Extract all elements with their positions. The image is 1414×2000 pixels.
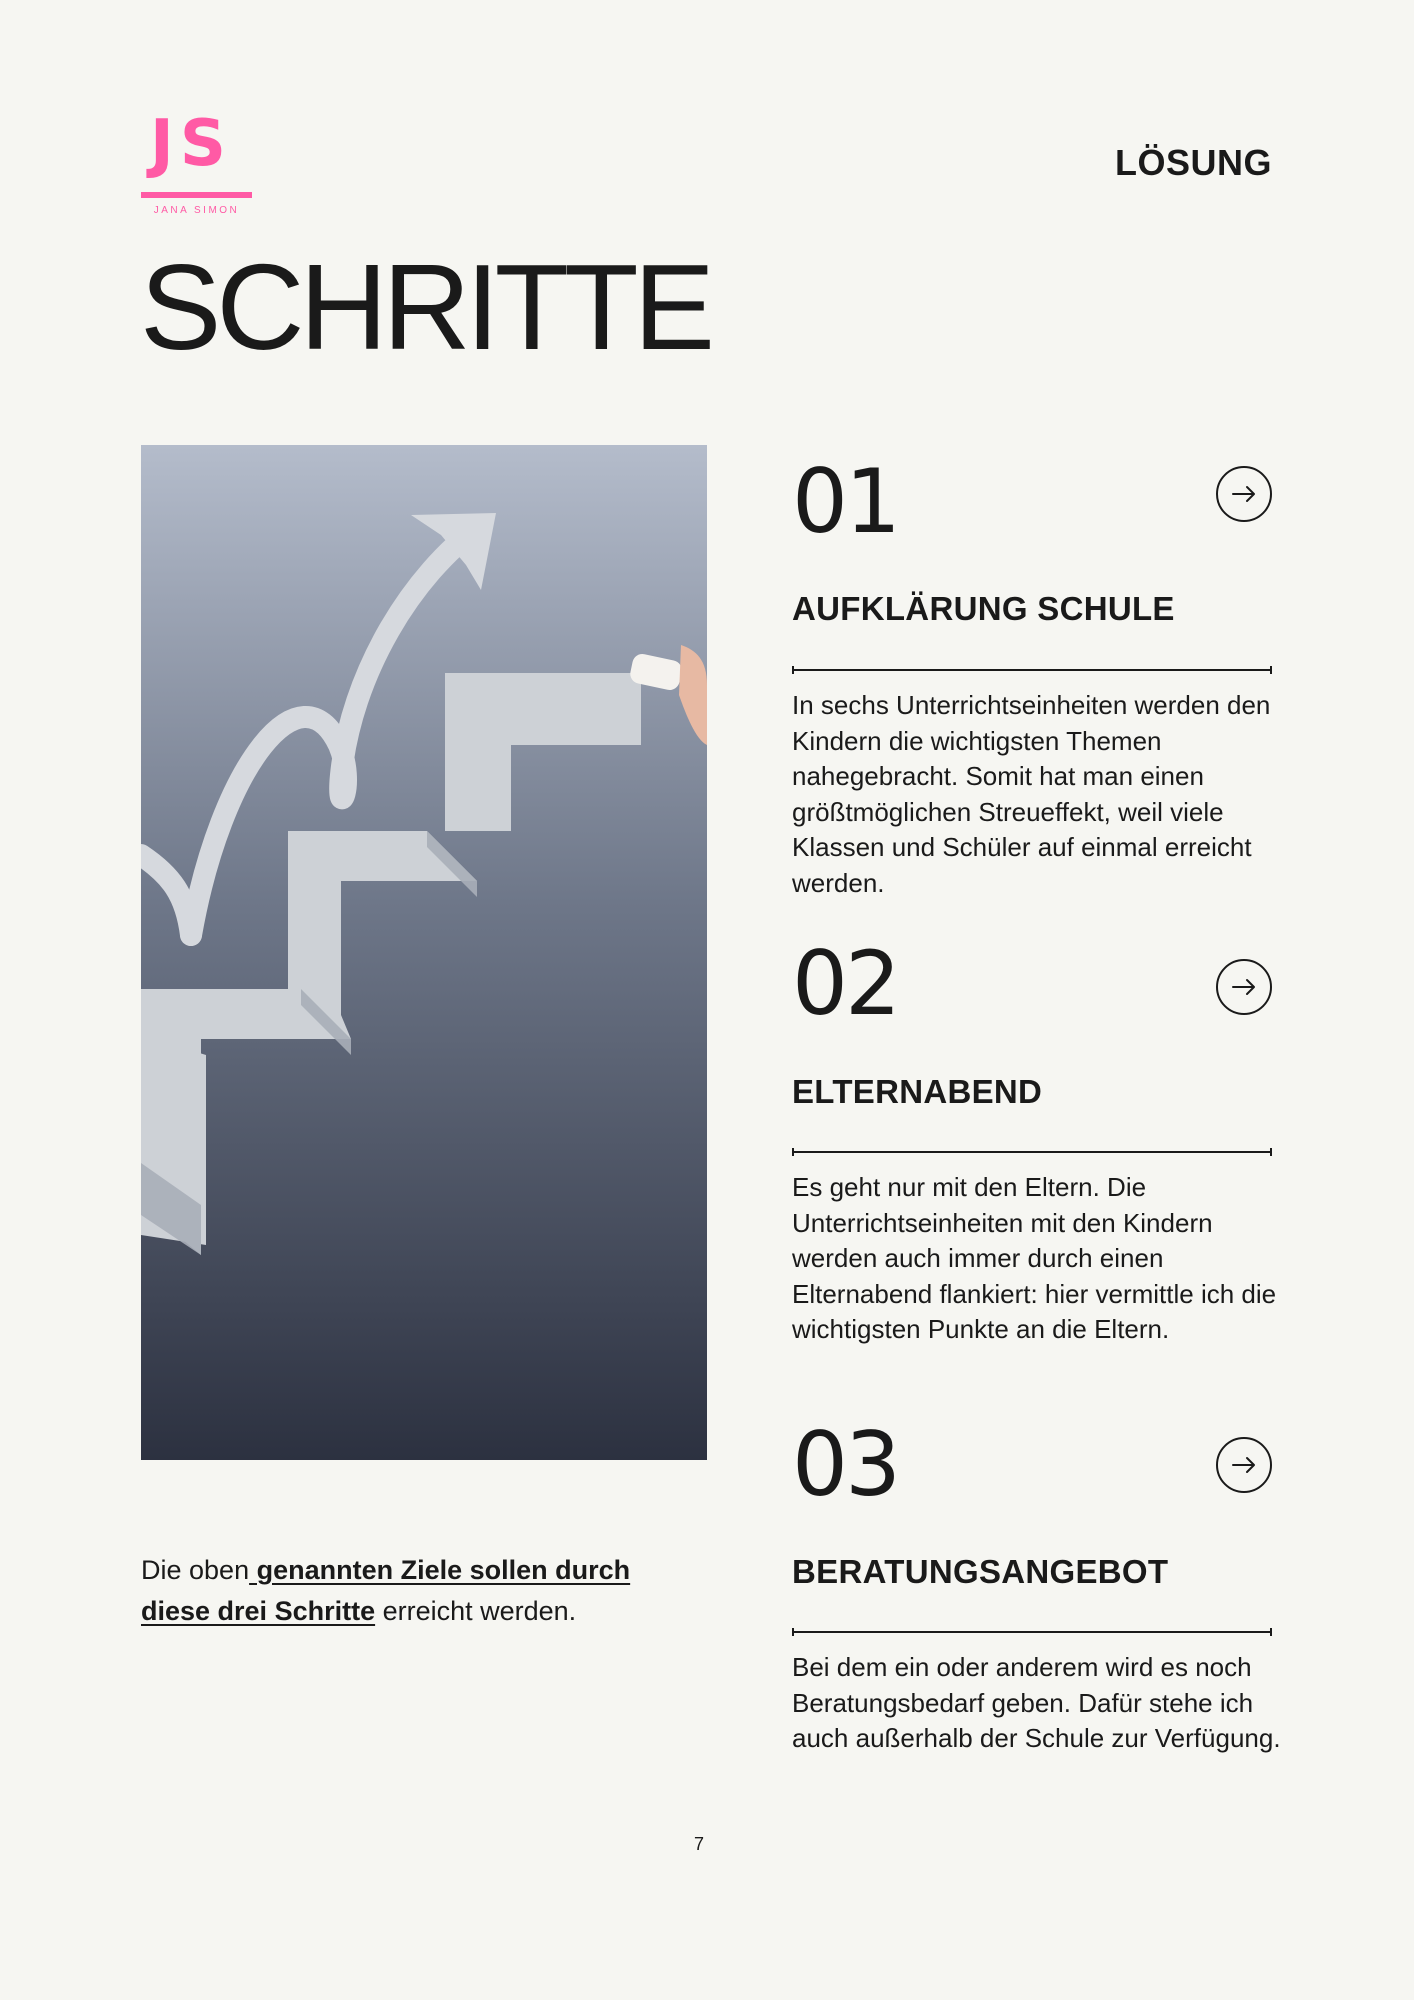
step-title: AUFKLÄRUNG SCHULE [792, 590, 1175, 627]
arrow-right-button[interactable] [1216, 1437, 1272, 1493]
arrow-right-button[interactable] [1216, 466, 1272, 522]
step-2 [792, 932, 1277, 1390]
step-description: Bei dem ein oder anderem wird es noch Beratungsbedarf geben. Dafür stehe ich auch außerhalb der Schule zur Verfügung. [792, 1652, 1281, 1753]
note-paragraph [141, 1550, 701, 1632]
divider [792, 1631, 1272, 1633]
step-number: 01 [792, 450, 898, 553]
note-prefix: Die oben [141, 1555, 250, 1585]
step-3 [792, 1413, 1281, 1841]
note-emphasis: genannten Ziele sollen durch diese drei Schritte [141, 1555, 631, 1626]
logo-bar [141, 192, 252, 198]
step-description: In sechs Unterrichtseinheiten werden den Kindern die wichtigsten Themen nahegebracht. Somit hat man einen größtmöglichen Streueffekt, weil viele Klassen und Schüler auf einmal erreicht werden. [792, 690, 1271, 898]
arrow-right-icon [1231, 978, 1257, 996]
arrow-right-button[interactable] [1216, 959, 1272, 1015]
step-title: ELTERNABEND [792, 1073, 1043, 1110]
logo [141, 107, 252, 216]
arrow-right-icon [1231, 1456, 1257, 1474]
divider [792, 1151, 1272, 1153]
step-1 [792, 450, 1272, 908]
note-suffix: erreicht werden. [375, 1596, 577, 1626]
logo-subtitle: JANA SIMON [153, 205, 240, 216]
step-number: 02 [792, 932, 898, 1035]
divider [792, 669, 1272, 671]
step-description: Es geht nur mit den Eltern. Die Unterrichtseinheiten mit den Kindern werden auch immer durch einen Elternabend flankiert: hier vermittle ich die wichtigsten Punkte an die Eltern. [792, 1172, 1277, 1344]
step-number: 03 [792, 1413, 898, 1516]
hero-image-stairs [141, 445, 707, 1460]
logo-mark: JS [150, 107, 232, 181]
page-number: 7 [694, 1834, 705, 1854]
section-label: LÖSUNG [1114, 142, 1272, 183]
step-title: BERATUNGSANGEBOT [792, 1553, 1169, 1590]
page-title: SCHRITTE [140, 239, 710, 375]
arrow-right-icon [1231, 485, 1257, 503]
